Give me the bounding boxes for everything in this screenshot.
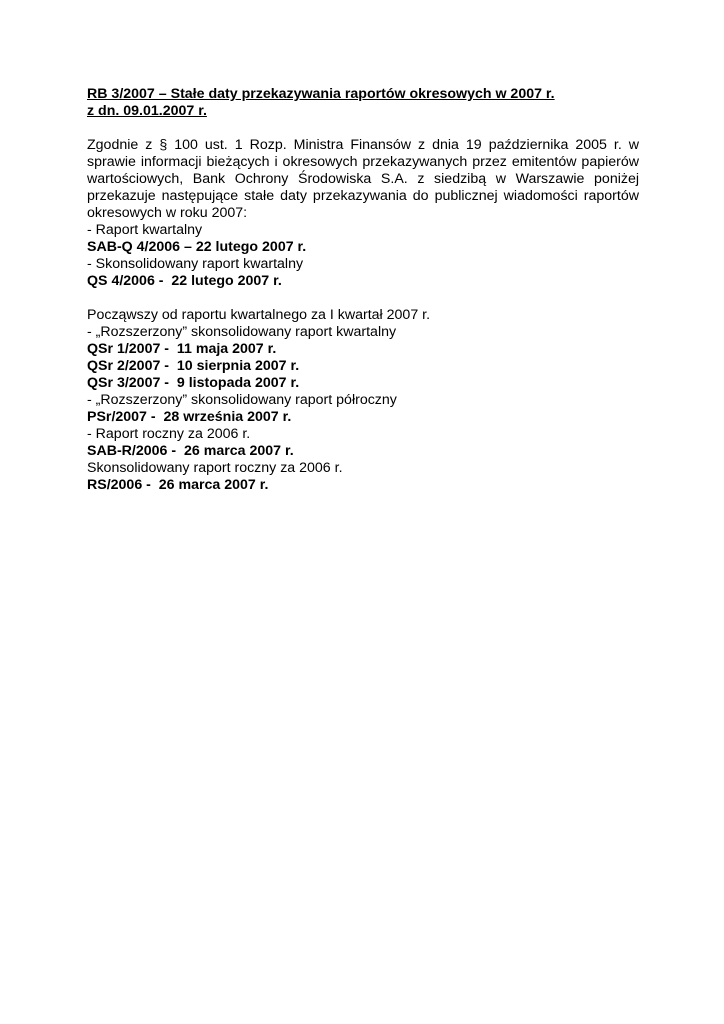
report-type-line: - „Rozszerzony” skonsolidowany raport kwartalny: [87, 324, 397, 340]
report-title-line-1: RB 3/2007 – Stałe daty przekazywania raportów okresowych w 2007 r.: [87, 86, 555, 102]
report-type-line: Począwszy od raportu kwartalnego za I kwartał 2007 r.: [87, 307, 431, 323]
report-date-line: PSr/2007 - 28 września 2007 r.: [87, 409, 292, 425]
report-date-line: RS/2006 - 26 marca 2007 r.: [87, 477, 269, 493]
report-date-line: QSr 2/2007 - 10 sierpnia 2007 r.: [87, 358, 300, 374]
report-date-line: QS 4/2006 - 22 lutego 2007 r.: [87, 273, 282, 289]
report-type-line: - Raport roczny za 2006 r.: [87, 426, 251, 442]
report-title-line-2: z dn. 09.01.2007 r.: [87, 103, 207, 119]
report-type-line: - Skonsolidowany raport kwartalny: [87, 256, 304, 272]
report-date-line: QSr 3/2007 - 9 listopada 2007 r.: [87, 375, 300, 391]
report-type-line: Skonsolidowany raport roczny za 2006 r.: [87, 460, 343, 476]
report-type-line: - Raport kwartalny: [87, 222, 203, 238]
intro-paragraph: Zgodnie z § 100 ust. 1 Rozp. Ministra Finansów z dnia 19 października 2005 r. w sprawie informacji bieżących i okresowych przekazywanych przez emitentów papierów wartościowych, Bank Ochrony Środowiska S.A. z siedzibą w Warszawie poniżej przekazuje następujące stałe daty przekazywania do publicznej wiadomości raportów okresowych w roku 2007:: [87, 137, 639, 221]
intro-section: [87, 137, 639, 290]
document-page: [87, 86, 639, 494]
extended-report-list: [87, 307, 639, 494]
report-date-line: SAB-Q 4/2006 – 22 lutego 2007 r.: [87, 239, 307, 255]
report-type-line: - „Rozszerzony” skonsolidowany raport półroczny: [87, 392, 397, 408]
report-date-line: SAB-R/2006 - 26 marca 2007 r.: [87, 443, 294, 459]
report-date-line: QSr 1/2007 - 11 maja 2007 r.: [87, 341, 277, 357]
quarterly-report-list: [87, 222, 639, 290]
